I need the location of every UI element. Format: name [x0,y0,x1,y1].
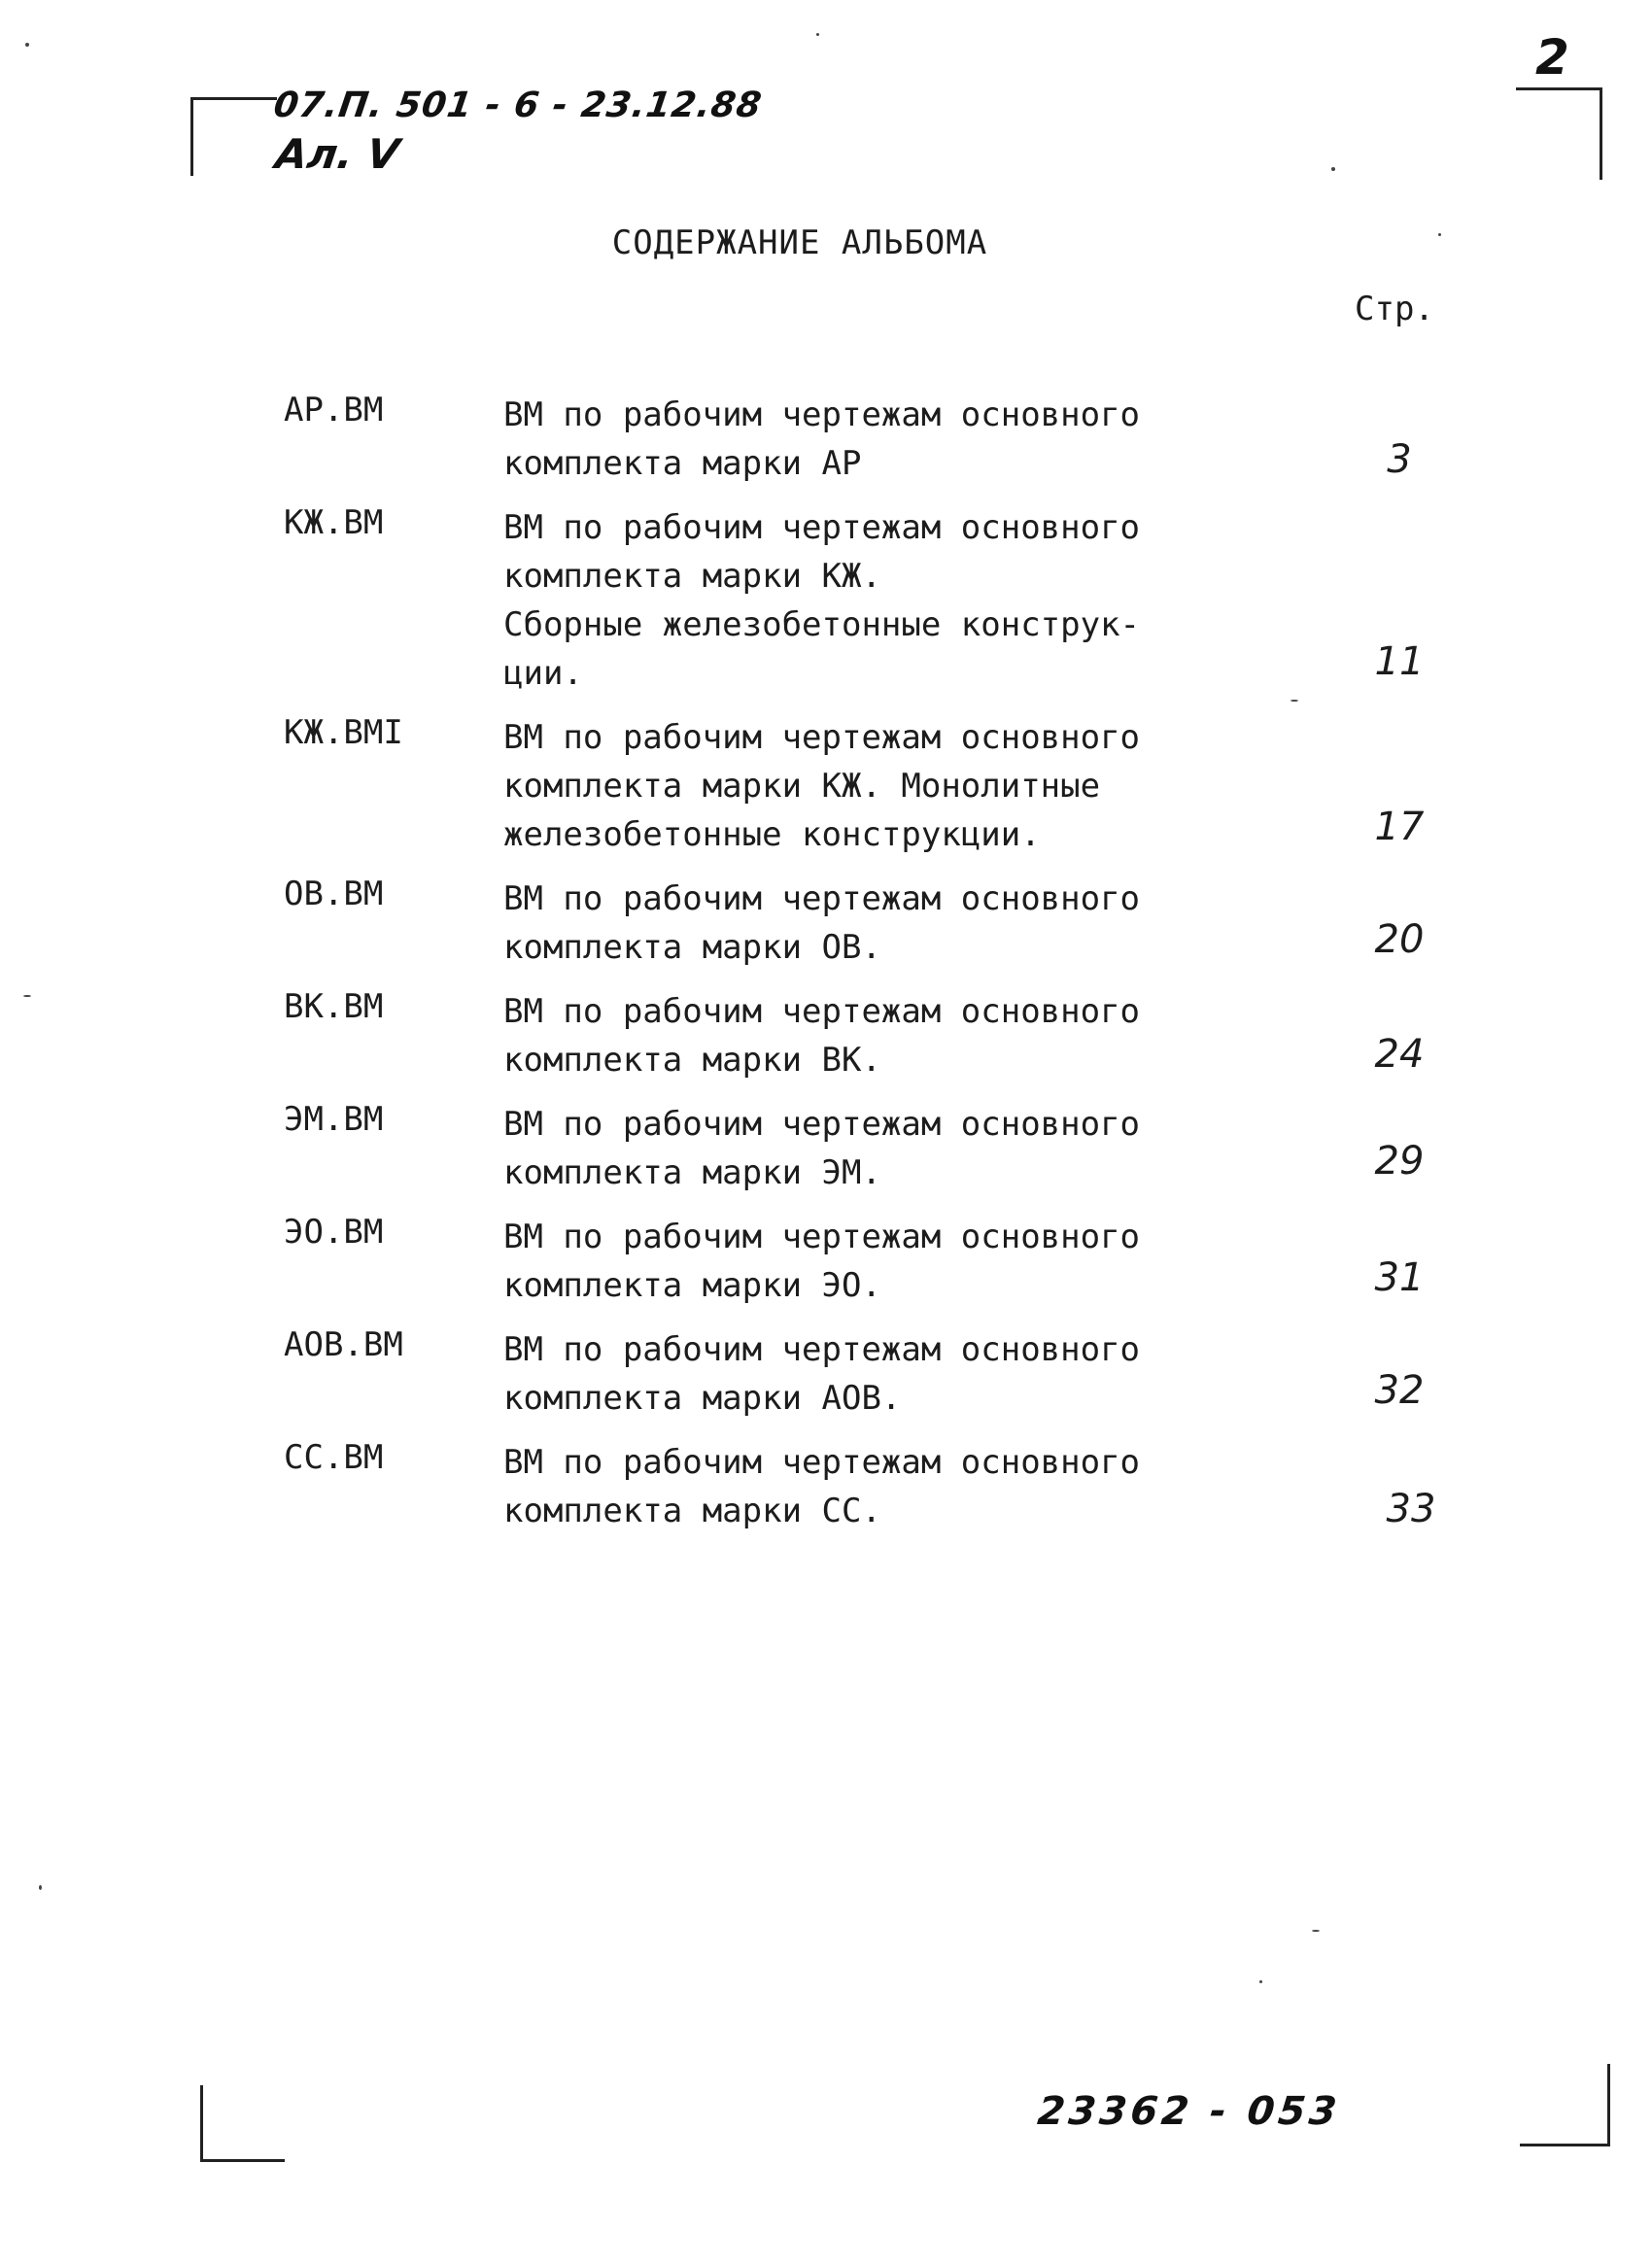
toc-entry-description [503,987,1140,1084]
toc-entry-code: ОВ.ВМ [284,875,384,913]
toc-entry-line: комплекта марки АР [503,444,862,483]
toc-entry-line: комплекта марки АОВ. [503,1379,902,1418]
scan-speck [1331,167,1335,171]
handwritten-reference: 07.П. 501 - 6 - 23.12.88 [271,86,765,125]
toc-entry-line: ции. [503,654,583,693]
sheet-number: 2 [1535,29,1569,86]
toc-entry-page: 3 [1387,437,1412,482]
toc-entry-line: Сборные железобетонные конструк- [503,605,1141,644]
corner-mark-top-right [1516,87,1602,180]
handwritten-album-number: Ал. V [272,130,402,178]
toc-entry-line: ВМ по рабочим чертежам основного [503,395,1141,434]
toc-entry-code: ЭМ.ВМ [284,1100,384,1139]
toc-entry-page: 32 [1374,1368,1425,1413]
toc-entry-code: АР.ВМ [284,391,384,429]
corner-mark-bottom-right [1520,2064,1610,2146]
toc-entry-line: ВМ по рабочим чертежам основного [503,992,1141,1031]
toc-entry-line: ВМ по рабочим чертежам основного [503,879,1141,918]
toc-entry-page: 29 [1374,1139,1425,1184]
toc-entry-description [503,1213,1140,1310]
toc-entry-description [503,1100,1140,1197]
scan-speck [1291,700,1298,702]
corner-mark-top-left [190,97,277,176]
scan-speck [39,1885,42,1890]
toc-entry-code: ЭО.ВМ [284,1213,384,1252]
page-title: СОДЕРЖАНИЕ АЛЬБОМА [611,223,988,262]
toc-entry-line: комплекта марки КЖ. [503,557,881,596]
toc-entry-description [503,875,1140,972]
toc-entry-line: ВМ по рабочим чертежам основного [503,718,1141,757]
toc-entry-description [503,391,1140,488]
toc-entry-page: 17 [1374,805,1425,849]
toc-entry-description [503,503,1140,698]
toc-entry-page: 20 [1374,917,1425,962]
handwritten-bottom-code: 23362 - 053 [1035,2089,1343,2134]
toc-entry-description [503,1438,1140,1535]
page-column-header: Стр. [1355,290,1434,328]
toc-entry-description [503,713,1140,859]
toc-entry-line: комплекта марки ЭМ. [503,1153,881,1192]
corner-mark-bottom-left [200,2085,285,2162]
toc-entry-code: АОВ.ВМ [284,1325,403,1364]
toc-entry-page: 33 [1386,1487,1436,1531]
toc-entry-line: комплекта марки СС. [503,1492,881,1530]
toc-entry-line: ВМ по рабочим чертежам основного [503,1330,1141,1369]
toc-entry-page: 24 [1374,1032,1425,1077]
scan-speck [25,43,29,47]
scan-speck [1259,1980,1262,1983]
toc-entry-page: 31 [1374,1255,1425,1300]
scan-speck [23,995,31,997]
toc-entry-line: ВМ по рабочим чертежам основного [503,1443,1141,1482]
toc-entry-page: 11 [1374,639,1425,684]
scan-speck [1312,1930,1320,1932]
toc-entry-code: СС.ВМ [284,1438,384,1477]
toc-entry-line: комплекта марки КЖ. Монолитные [503,767,1101,806]
toc-entry-code: КЖ.ВМI [284,713,403,752]
scan-speck [816,33,819,36]
scan-speck [1438,233,1441,236]
toc-entry-description [503,1325,1140,1423]
toc-entry-line: ВМ по рабочим чертежам основного [503,1105,1141,1144]
toc-entry-code: ВК.ВМ [284,987,384,1026]
toc-entry-line: ВМ по рабочим чертежам основного [503,508,1141,547]
toc-entry-line: комплекта марки ОВ. [503,928,881,967]
toc-entry-line: комплекта марки ВК. [503,1041,881,1080]
toc-entry-code: КЖ.ВМ [284,503,384,542]
toc-entry-line: комплекта марки ЭО. [503,1266,881,1305]
toc-entry-line: ВМ по рабочим чертежам основного [503,1218,1141,1256]
toc-entry-line: железобетонные конструкции. [503,815,1041,854]
